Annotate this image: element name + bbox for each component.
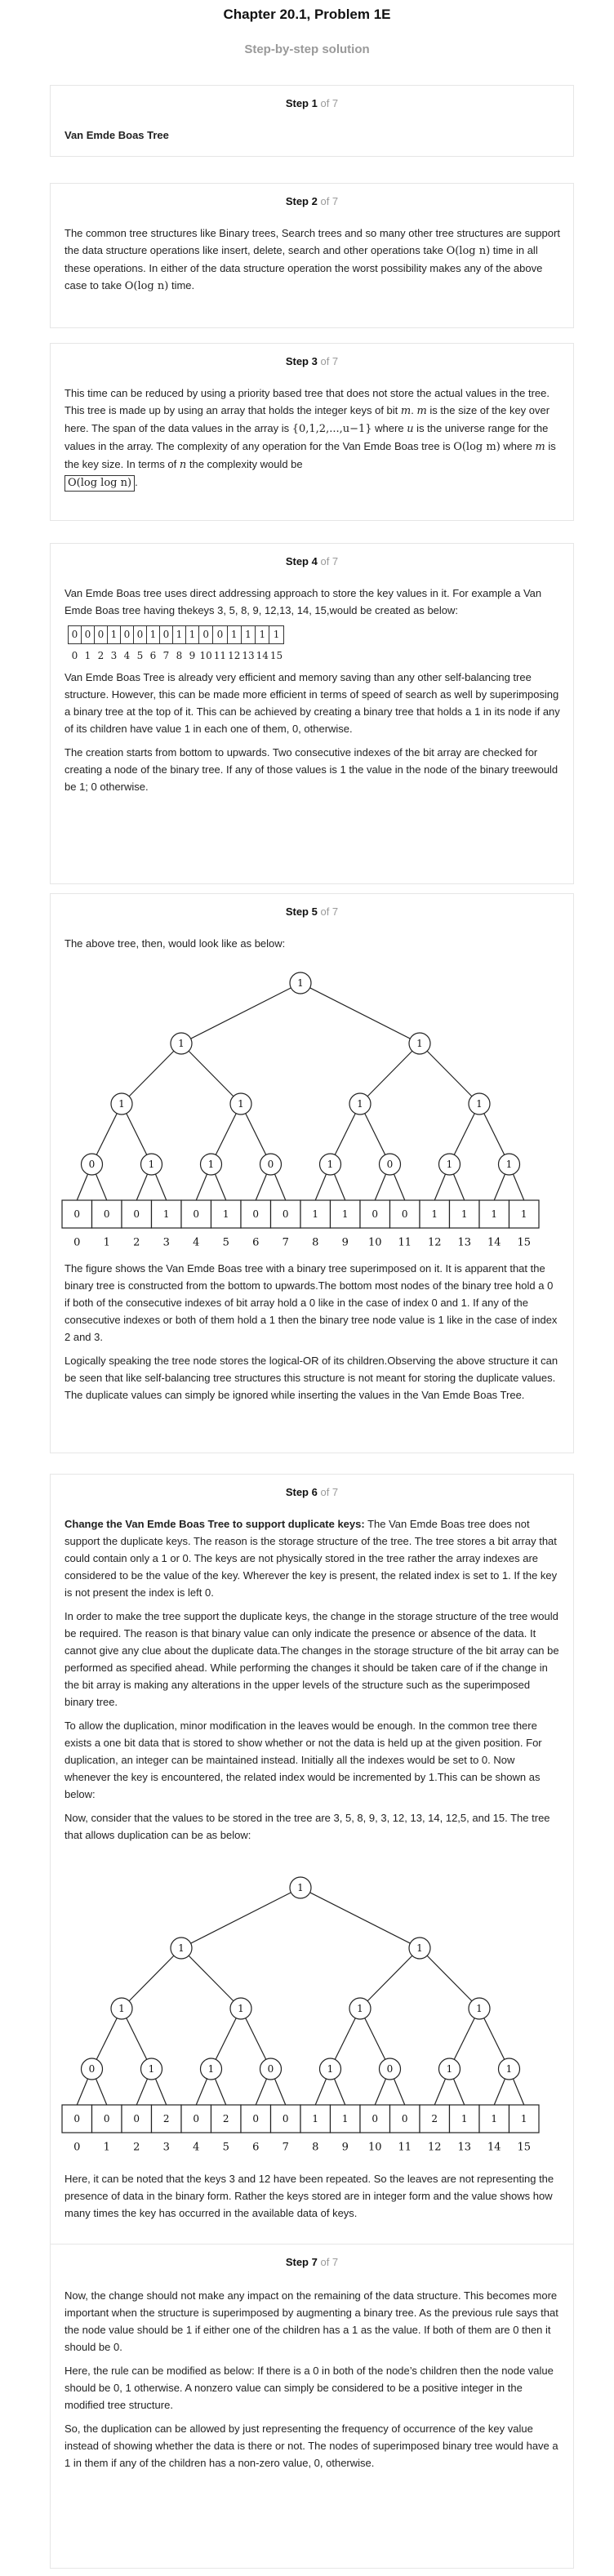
bit-cell: 1 xyxy=(108,626,121,644)
leaf-index: 8 xyxy=(312,2141,319,2154)
text-span: is the size of the key over here. The span of the data values in the array is xyxy=(65,404,550,434)
leaf-index: 12 xyxy=(427,1236,442,1249)
paragraph: Logically speaking the tree node stores the logical-OR of its children.Observing the above structure it can be seen that like self-balancing tree structures this structure is not meant for storing the duplicate values. The duplicate values can simply be ignored while inserting the values in the Van Emde Boas Tree. xyxy=(65,1355,558,1401)
step-1-card xyxy=(50,85,574,157)
leaf-index: 0 xyxy=(73,1236,81,1249)
paragraph: To allow the duplication, minor modification in the leaves would be enough. In the common tree there exists a one bit data that is stored to show whether or not the data is held up at the given position. For duplication, an integer can be maintained instead. Initially all the indexes would be set to 0. Now whenever the key is encountered, the related index would be incremented by 1.This can be shown as below: xyxy=(65,1720,542,1800)
step-7-header xyxy=(51,2256,573,2268)
bit-cell: 1 xyxy=(227,626,241,644)
step-count: of 7 xyxy=(320,1486,339,1498)
step-4-header xyxy=(51,555,573,567)
text-span: The common tree structures like Binary trees, Search trees and so many other tree structures are support the data structure operations like insert, delete, search and other operations take xyxy=(65,227,560,256)
step-count: of 7 xyxy=(320,905,339,918)
text-span: the complexity would be xyxy=(186,458,303,470)
step-6-card xyxy=(50,1474,574,2264)
step-7-text xyxy=(65,2287,560,2478)
bit-cell: 0 xyxy=(160,626,173,644)
leaf-value: 0 xyxy=(401,1208,408,1220)
leaf-index: 10 xyxy=(367,1236,382,1249)
step-count: of 7 xyxy=(320,555,339,567)
step-2-text xyxy=(65,225,560,301)
leaf-value: 0 xyxy=(282,1208,289,1220)
math-var: u xyxy=(407,423,414,435)
leaf-value: 1 xyxy=(461,2113,468,2124)
paragraph: The above tree, then, would look like as below: xyxy=(65,937,286,950)
bit-index: 2 xyxy=(97,650,105,661)
tree-node-value: 1 xyxy=(357,2003,363,2014)
text-span: time. xyxy=(168,279,195,291)
leaf-value: 1 xyxy=(520,1208,527,1220)
leaf-index: 15 xyxy=(517,2141,532,2154)
tree-node-value: 1 xyxy=(505,1159,513,1170)
tree-edge xyxy=(420,1043,479,1104)
paragraph: The creation starts from bottom to upwards. Two consecutive indexes of the bit array are checked for creating a node of the binary tree. If any of those values is 1 the value in the node of the binary treewould be 1; 0 otherwise. xyxy=(65,746,558,793)
paragraph: Van Emde Boas Tree is already very efficient and memory saving than any other self-balancing tree structure. However, this can be made more efficient in terms of speed of search as well by superimposing a binary tree at the top of it. This can be achieved by creating a binary tree that holds a 1 in its node if any of its children have value 1 in each one of them, 0, otherwise. xyxy=(65,671,560,735)
step-1-heading: Van Emde Boas Tree xyxy=(65,129,169,141)
tree-node-value: 1 xyxy=(327,1159,334,1170)
text-span: is the key size. In terms of xyxy=(65,440,556,470)
page-title: Chapter 20.1, Problem 1E xyxy=(223,7,391,22)
leaf-index: 10 xyxy=(367,2141,382,2154)
bit-index: 6 xyxy=(149,650,157,661)
tree-edge xyxy=(360,1043,420,1104)
bit-index: 0 xyxy=(71,650,78,661)
step-3-header xyxy=(51,355,573,367)
leaf-index: 12 xyxy=(427,2141,442,2154)
math-expression: O(log n) xyxy=(124,280,169,292)
step-4-card xyxy=(50,543,574,884)
tree-node-value: 1 xyxy=(297,977,304,989)
bit-cell: 1 xyxy=(173,626,186,644)
leaf-value: 1 xyxy=(520,2113,527,2124)
bit-index: 11 xyxy=(213,650,227,661)
bit-cell: 0 xyxy=(95,626,108,644)
tree-node-value: 1 xyxy=(416,1038,423,1049)
paragraph: Van Emde Boas tree uses direct addressing approach to store the key values in it. For example a Van Emde Boas tree having thekeys 3, 5, 8, 9, 12,13, 14, 15,would be created as below: xyxy=(65,587,542,616)
math-var: m xyxy=(400,405,412,417)
leaf-value: 0 xyxy=(252,2113,260,2124)
leaf-value: 0 xyxy=(133,2113,140,2124)
lead-heading: Change the Van Emde Boas Tree to support duplicate keys: xyxy=(65,1518,365,1530)
tree-node-value: 1 xyxy=(416,1942,423,1954)
paragraph: Now, the change should not make any impact on the remaining of the data structure. This becomes more important when the structure is superimposed by augmenting a binary tree. As the previous rule says that the node value should be 1 if either one of the children has a 1 as the value. If both of them are 0 then it should be 0. xyxy=(65,2289,558,2353)
bit-cell: 1 xyxy=(269,626,283,644)
leaf-value: 0 xyxy=(252,1208,260,1220)
paragraph: Here, it can be noted that the keys 3 and 12 have been repeated. So the leaves are not representing the presence of data in the binary form. Rather the keys stored are in integer form and the value shows how many times the key has occurred in the available data of keys. xyxy=(65,2173,554,2219)
leaf-value: 1 xyxy=(461,1208,468,1220)
tree-node-value: 1 xyxy=(148,1159,155,1170)
leaf-value: 0 xyxy=(372,1208,379,1220)
bit-cell: 0 xyxy=(134,626,147,644)
tree-node-value: 1 xyxy=(327,2063,334,2075)
page-subtitle: Step-by-step solution xyxy=(244,42,370,56)
bit-cell: 0 xyxy=(121,626,134,644)
step-7-card xyxy=(50,2244,574,2569)
bit-index: 15 xyxy=(269,650,283,661)
tree-node-value: 1 xyxy=(238,1098,244,1110)
bit-cell: 0 xyxy=(82,626,95,644)
step-label: Step 1 xyxy=(285,97,318,109)
boxed-answer: O(log log n) xyxy=(65,475,135,492)
math-expression: O(log m) xyxy=(453,441,501,453)
leaf-value: 0 xyxy=(73,1208,81,1220)
bit-index: 5 xyxy=(136,650,144,661)
leaf-index: 6 xyxy=(252,1236,260,1249)
bit-index-row xyxy=(69,644,284,666)
tree-node-value: 1 xyxy=(297,1882,304,1893)
bit-index: 3 xyxy=(110,650,118,661)
leaf-index: 11 xyxy=(398,2141,412,2154)
tree-node-value: 0 xyxy=(267,2063,274,2075)
tree-edge xyxy=(181,1948,241,2009)
bit-index: 12 xyxy=(228,650,241,661)
tree-node-value: 1 xyxy=(238,2003,244,2014)
tree-node-value: 1 xyxy=(148,2063,155,2075)
leaf-value: 0 xyxy=(103,1208,110,1220)
step-label: Step 3 xyxy=(285,355,318,367)
math-expression: O(log n) xyxy=(446,245,491,257)
step-count: of 7 xyxy=(320,195,339,207)
text-span: time in all these operations. In either of the data structure operation the worst possibility makes any of the above case to take xyxy=(65,244,543,291)
tree-node-value: 0 xyxy=(88,1159,96,1170)
tree-edge xyxy=(122,1948,181,2009)
leaf-index: 7 xyxy=(282,1236,289,1249)
leaf-value: 2 xyxy=(162,2113,170,2124)
bit-index: 8 xyxy=(176,650,183,661)
leaf-value: 1 xyxy=(341,1208,349,1220)
leaf-index: 5 xyxy=(222,1236,229,1249)
leaf-value: 1 xyxy=(341,2113,349,2124)
bit-array-row xyxy=(69,626,284,644)
leaf-index: 3 xyxy=(162,2141,170,2154)
bit-cell: 1 xyxy=(186,626,199,644)
leaf-value: 0 xyxy=(133,1208,140,1220)
tree-edge xyxy=(420,1948,479,2009)
step-6-after xyxy=(65,2170,560,2228)
bit-array-table xyxy=(68,625,284,665)
step-count: of 7 xyxy=(320,2256,339,2268)
leaf-value: 2 xyxy=(431,2113,438,2124)
leaf-value: 0 xyxy=(193,2113,200,2124)
step-1-header xyxy=(51,97,573,109)
paragraph: So, the duplication can be allowed by just representing the frequency of occurrence of the key value instead of showing whether the data is there or not. The nodes of superimposed binary tree would have a 1 in them if any of the children has a non-zero value, 0, otherwise. xyxy=(65,2423,558,2469)
tree-edge xyxy=(122,1043,181,1104)
paragraph: The figure shows the Van Emde Boas tree with a binary tree superimposed on it. It is apparent that the binary tree is constructed from the bottom to upwards.The bottom most nodes of the binary tree hold a 0 if both of the consecutive indexes of bit array hold a 0 like in the case of index 0 and 1. If any of the consecutive indexes or both of them hold a 1 then the binary tree node value is 1 like in the case of index 2 and 3. xyxy=(65,1262,558,1343)
step-label: Step 6 xyxy=(285,1486,318,1498)
leaf-index: 9 xyxy=(341,1236,349,1249)
tree-node-value: 0 xyxy=(88,2063,96,2075)
tree-edge xyxy=(360,1948,420,2009)
bit-index: 1 xyxy=(84,650,91,661)
leaf-index: 2 xyxy=(133,1236,140,1249)
leaf-index: 4 xyxy=(193,2141,200,2154)
bit-index: 4 xyxy=(123,650,131,661)
tree-node-value: 1 xyxy=(178,1038,185,1049)
leaf-value: 1 xyxy=(491,1208,498,1220)
text-span: is the universe range for the values in the array. The complexity of any operation for the Van Emde Boas tree is xyxy=(65,422,549,452)
tree-node-value: 1 xyxy=(476,1098,483,1110)
tree-edge xyxy=(181,1888,300,1948)
leaf-index: 14 xyxy=(487,2141,501,2154)
leaf-index: 11 xyxy=(398,1236,412,1249)
math-var: n xyxy=(179,459,187,471)
leaf-index: 8 xyxy=(312,1236,319,1249)
tree-node-value: 1 xyxy=(357,1098,363,1110)
tree-node-value: 1 xyxy=(207,2063,215,2075)
leaf-index: 9 xyxy=(341,2141,349,2154)
bit-cell: 0 xyxy=(199,626,213,644)
tree-node-value: 1 xyxy=(446,2063,453,2075)
step-3-text xyxy=(65,385,560,498)
step-5-card xyxy=(50,893,574,1453)
tree-edge xyxy=(181,983,300,1043)
binary-tree-diagram xyxy=(51,894,575,1278)
bit-index: 7 xyxy=(162,650,170,661)
math-expression: {0,1,2,...,u−1} xyxy=(291,423,372,435)
leaf-index: 5 xyxy=(222,2141,229,2154)
leaf-value: 1 xyxy=(162,1208,170,1220)
leaf-index: 7 xyxy=(282,2141,289,2154)
math-var: m xyxy=(416,405,427,417)
leaf-index: 2 xyxy=(133,2141,140,2154)
tree-node-value: 0 xyxy=(267,1159,274,1170)
leaf-value: 0 xyxy=(282,2113,289,2124)
leaf-index: 13 xyxy=(457,1236,472,1249)
tree-node-value: 1 xyxy=(476,2003,483,2014)
tree-node-value: 1 xyxy=(446,1159,453,1170)
leaf-value: 1 xyxy=(222,1208,229,1220)
step-3-card xyxy=(50,343,574,521)
leaf-value: 0 xyxy=(372,2113,379,2124)
leaf-value: 0 xyxy=(193,1208,200,1220)
tree-node-value: 0 xyxy=(386,1159,394,1170)
leaf-index: 6 xyxy=(252,2141,260,2154)
leaf-index: 0 xyxy=(73,2141,81,2154)
text-span: . xyxy=(411,404,417,416)
tree-edge xyxy=(181,1043,241,1104)
text-span: This time can be reduced by using a priority based tree that does not store the actual values in the tree. This tree is made up by using an array that holds the integer keys of bit xyxy=(65,387,550,416)
step-count: of 7 xyxy=(320,97,339,109)
step-4-text xyxy=(65,585,560,802)
leaf-index: 14 xyxy=(487,1236,501,1249)
bit-cell: 0 xyxy=(213,626,227,644)
leaf-value: 1 xyxy=(431,1208,438,1220)
bit-index: 13 xyxy=(242,650,255,661)
text-span: where xyxy=(500,440,536,452)
leaf-value: 1 xyxy=(312,2113,319,2124)
leaf-index: 15 xyxy=(517,1236,532,1249)
bit-cell: 1 xyxy=(256,626,269,644)
step-count: of 7 xyxy=(320,355,339,367)
leaf-value: 0 xyxy=(401,2113,408,2124)
leaf-value: 0 xyxy=(103,2113,110,2124)
tree-node-value: 1 xyxy=(505,2063,513,2075)
leaf-index: 3 xyxy=(162,1236,170,1249)
leaf-index: 1 xyxy=(103,2141,110,2154)
text-span: The Van Emde Boas tree does not support the duplicate keys. The reason is the storage structure of the tree. The tree stores a bit array that could contain only a 1 or 0. The keys are not physically stored in the tree rather the array indexes are considered to be the value of the key. Wherever the key is present, the related index is set to 1. If the key is not present the index is left 0. xyxy=(65,1518,558,1599)
bit-cell: 1 xyxy=(147,626,160,644)
step-5-text xyxy=(65,1260,560,1410)
duplicate-tree-diagram xyxy=(51,1475,575,2169)
step-label: Step 5 xyxy=(285,905,318,918)
bit-index: 14 xyxy=(256,650,269,661)
leaf-value: 1 xyxy=(491,2113,498,2124)
math-var: m xyxy=(535,441,545,453)
tree-edge xyxy=(300,983,420,1043)
bit-cell: 1 xyxy=(241,626,255,644)
leaf-index: 13 xyxy=(457,2141,472,2154)
leaf-value: 0 xyxy=(73,2113,81,2124)
paragraph: Now, consider that the values to be stored in the tree are 3, 5, 8, 9, 3, 12, 13, 14, 12,5, and 15. The tree that allows duplication can be as below: xyxy=(65,1812,550,1841)
bit-index: 9 xyxy=(189,650,196,661)
step-label: Step 7 xyxy=(285,2256,318,2268)
tree-node-value: 1 xyxy=(118,2003,125,2014)
tree-node-value: 1 xyxy=(207,1159,215,1170)
tree-node-value: 0 xyxy=(386,2063,394,2075)
step-2-card xyxy=(50,183,574,328)
paragraph: In order to make the tree support the duplicate keys, the change in the storage structure of the tree would be required. The reason is that binary value can only indicate the presence or absence of the data. It cannot give any clue about the duplicate data.The changes in the storage structure of the bit array can be performed as specified ahead. While performing the changes it should be taken care of if the change in the bit array is making any alterations in the upper levels of the structure such as the superimposed binary tree. xyxy=(65,1610,559,1708)
text-span: . xyxy=(135,476,138,488)
step-label: Step 2 xyxy=(285,195,318,207)
step-label: Step 4 xyxy=(285,555,318,567)
leaf-index: 1 xyxy=(103,1236,110,1249)
leaf-index: 4 xyxy=(193,1236,200,1249)
tree-edge xyxy=(300,1888,420,1948)
leaf-value: 1 xyxy=(312,1208,319,1220)
text-span: where xyxy=(372,422,407,434)
tree-node-value: 1 xyxy=(178,1942,185,1954)
step-2-header xyxy=(51,195,573,207)
leaf-value: 2 xyxy=(222,2113,229,2124)
bit-cell: 0 xyxy=(69,626,82,644)
bit-index: 10 xyxy=(199,650,212,661)
tree-node-value: 1 xyxy=(118,1098,125,1110)
paragraph: Here, the rule can be modified as below: If there is a 0 in both of the node’s children then the node value should be 0, 1 otherwise. A nonzero value can simply be considered to be a positive integer in the modified tree structure. xyxy=(65,2365,554,2411)
